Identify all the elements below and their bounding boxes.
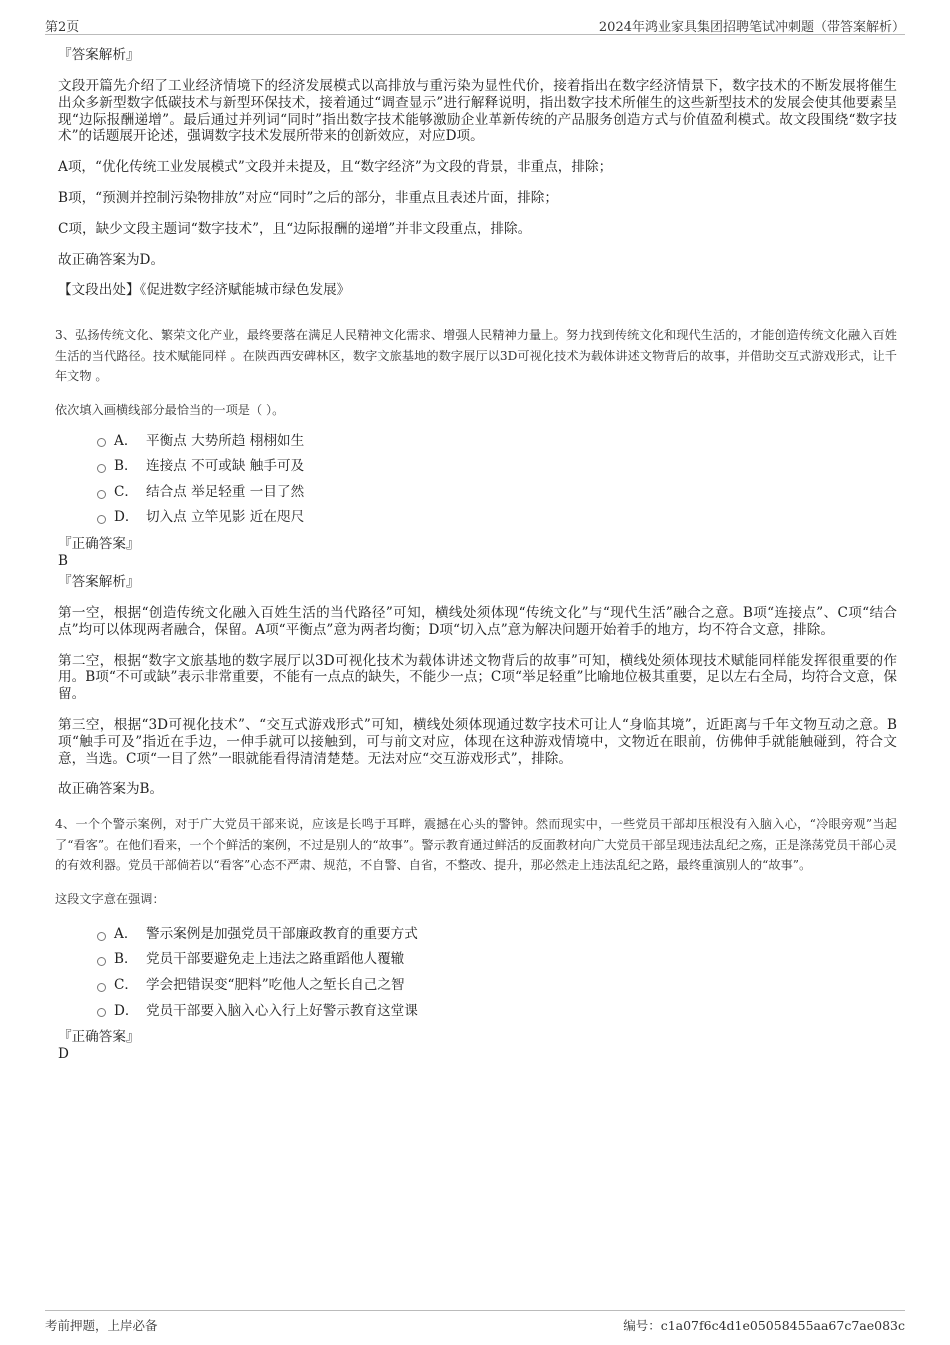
option-a[interactable]: [97, 429, 897, 455]
option-key: B．: [114, 951, 138, 968]
radio-icon[interactable]: [97, 490, 106, 499]
analysis-paragraph: C项，缺少文段主题词“数字技术”，且“边际报酬的递增”并非文段重点，排除。: [58, 220, 532, 237]
radio-icon[interactable]: [97, 957, 106, 966]
page-number: 第2页: [45, 20, 80, 35]
document-title: 2024年鸿业家具集团招聘笔试冲刺题（带答案解析）: [598, 20, 905, 35]
option-text: 平衡点 大势所趋 栩栩如生: [146, 432, 305, 449]
option-c[interactable]: [97, 480, 897, 506]
correct-answer-label: 『正确答案』: [58, 1029, 140, 1046]
question-3-instruction: 依次填入画横线部分最恰当的一项是（ ）。: [55, 402, 285, 417]
option-key: D．: [114, 509, 139, 526]
option-key: A．: [114, 925, 138, 942]
option-text: 切入点 立竿见影 近在咫尺: [146, 509, 305, 526]
radio-icon[interactable]: [97, 983, 106, 992]
option-c[interactable]: [97, 973, 897, 999]
analysis-conclusion: 故正确答案为B。: [58, 781, 164, 798]
radio-icon[interactable]: [97, 515, 106, 524]
radio-icon[interactable]: [97, 1008, 106, 1017]
correct-answer: B: [58, 553, 68, 570]
radio-icon[interactable]: [97, 438, 106, 447]
option-text: 学会把错误变“肥料”吃他人之堑长自己之智: [146, 976, 405, 993]
page-content: [55, 44, 897, 1062]
option-d[interactable]: [97, 505, 897, 531]
option-a[interactable]: [97, 922, 897, 948]
analysis-label: 『答案解析』: [58, 47, 140, 63]
option-key: C．: [114, 976, 138, 993]
option-text: 党员干部要入脑入心入行上好警示教育这堂课: [146, 1002, 418, 1019]
question-3-text: 3、弘扬传统文化、繁荣文化产业，最终要落在满足人民精神文化需求、增强人民精神力量上。努力找到传统文化和现代生活的，才能创造传统文化融入百姓生活的当代路径。技术赋能同样 。在陕西西安碑林区，数字文旅基地的数字展厅以3D可视化技术为载体讲述文物背后的故事，并借助交互式游戏形式，让千年文物 。: [55, 328, 897, 384]
question-4-options: [55, 922, 897, 1024]
option-text: 警示案例是加强党员干部廉政教育的重要方式: [146, 925, 418, 942]
option-text: 连接点 不可或缺 触手可及: [146, 458, 305, 475]
correct-answer-label: 『正确答案』: [58, 536, 140, 553]
analysis-paragraph: 第一空，根据“创造传统文化融入百姓生活的当代路径”可知，横线处须体现“传统文化”与“现代生活”融合之意。B项“连接点”、C项“结合点”均可以体现两者融合，保留。A项“平衡点”意为两者均衡；D项“切入点”意为解决问题开始着手的地方，均不符合文意，排除。: [58, 605, 897, 638]
option-key: C．: [114, 483, 138, 500]
analysis-paragraph: 第二空，根据“数字文旅基地的数字展厅以3D可视化技术为载体讲述文物背后的故事”可知，横线处须体现技术赋能同样能发挥很重要的作用。B项“不可或缺”表示非常重要，不能有一点点的缺失，不能少一点；C项“举足轻重”比喻地位极其重要，足以左右全局，均符合文意，保留。: [58, 652, 897, 703]
radio-icon[interactable]: [97, 464, 106, 473]
analysis-paragraph: 第三空，根据“3D可视化技术”、“交互式游戏形式”可知，横线处须体现通过数字技术可让人“身临其境”，近距离与千年文物互动之意。B项“触手可及”指近在手边，一伸手就可以接触到，可与前文对应，体现在这种游戏情境中，文物近在眼前，仿佛伸手就能触碰到，符合文意，当选。C项“一目了然”一眼就能看得清清楚楚。无法对应“交互游戏形式”，排除。: [58, 717, 897, 767]
option-key: D．: [114, 1002, 139, 1019]
question-4-text: 4、一个个警示案例，对于广大党员干部来说，应该是长鸣于耳畔，震撼在心头的警钟。然而现实中，一些党员干部却压根没有入脑入心，“冷眼旁观”当起了“看客”。在他们看来，一个个鲜活的案例，不过是别人的“故事”。警示教育通过鲜活的反面教材向广大党员干部呈现违法乱纪之殇，正是涤荡党员干部心灵的有效利器。党员干部倘若以“看客”心态不严肃、规范，不自警、自省，不整改、提升，那必然走上违法乱纪之路，最终重演别人的“故事”。: [55, 817, 897, 873]
footer-slogan: 考前押题，上岸必备: [45, 1318, 158, 1333]
analysis-paragraph: A项，“优化传统工业发展模式”文段并未提及，且“数字经济”为文段的背景，非重点，排除；: [58, 159, 613, 176]
option-text: 结合点 举足轻重 一目了然: [146, 483, 305, 500]
question-3-options: [55, 429, 897, 531]
question-4-instruction: 这段文字意在强调：: [55, 891, 165, 906]
analysis-label: 『答案解析』: [58, 574, 140, 591]
source-citation: 【文段出处】《促进数字经济赋能城市绿色发展》: [58, 282, 351, 299]
option-b[interactable]: [97, 454, 897, 480]
analysis-paragraph: B项，“预测并控制污染物排放”对应“同时”之后的部分，非重点且表述片面，排除；: [58, 189, 558, 206]
option-text: 党员干部要避免走上违法之路重蹈他人覆辙: [146, 951, 405, 968]
option-d[interactable]: [97, 999, 897, 1025]
page-header: [45, 14, 905, 35]
document-serial: 编号：c1a07f6c4d1e05058455aa67c7ae083c: [623, 1318, 905, 1333]
option-key: B．: [114, 458, 138, 475]
option-key: A．: [114, 432, 138, 449]
page-footer: [45, 1310, 905, 1335]
analysis-conclusion: 故正确答案为D。: [58, 251, 165, 268]
radio-icon[interactable]: [97, 932, 106, 941]
option-b[interactable]: [97, 947, 897, 973]
analysis-paragraph: 文段开篇先介绍了工业经济情境下的经济发展模式以高排放与重污染为显性代价，接着指出在数字经济情景下，数字技术的不断发展将催生出众多新型数字低碳技术与新型环保技术，接着通过“调查显示”进行解释说明，指出数字技术所催生的这些新型技术的发展会使其他要素呈现“边际报酬递增”。最后通过并列词“同时”指出数字技术能够激励企业革新传统的产品服务创造方式与价值盈利模式。故文段围绕“数字技术”的话题展开论述，强调数字技术发展所带来的创新效应，对应D项。: [58, 78, 897, 145]
correct-answer: D: [58, 1046, 69, 1063]
